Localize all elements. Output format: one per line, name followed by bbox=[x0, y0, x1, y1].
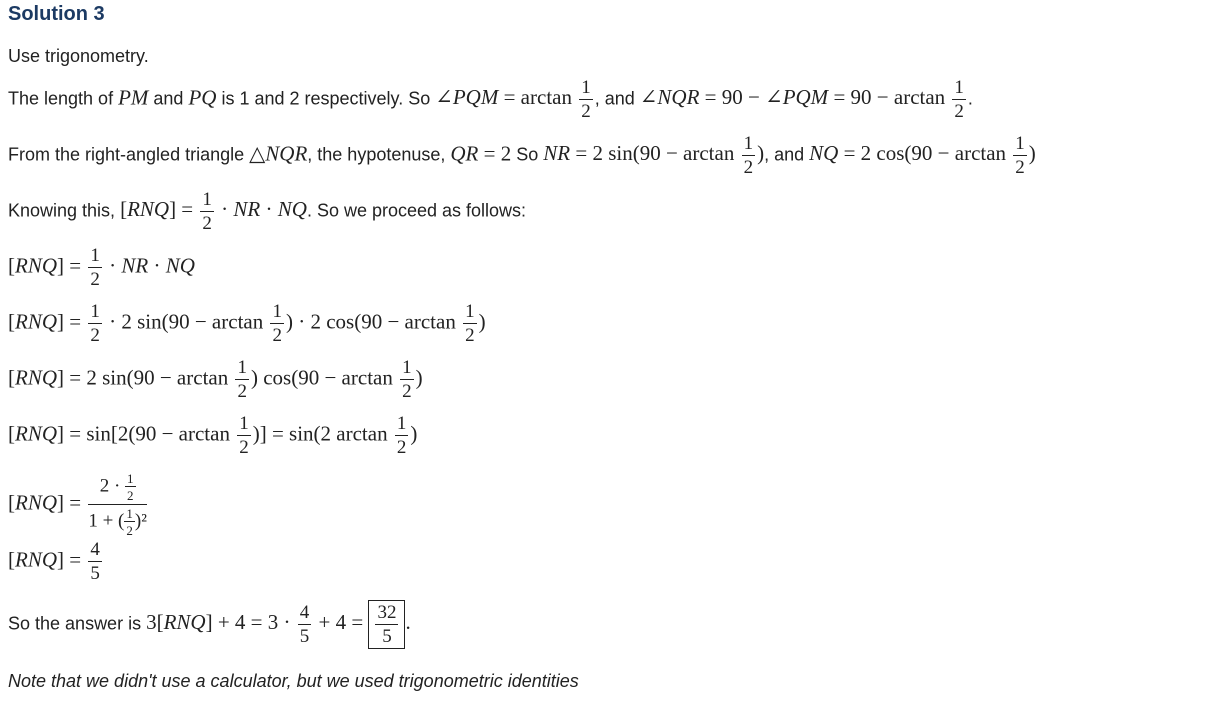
answer-line bbox=[8, 600, 411, 649]
text-segment: . So we proceed as follows: bbox=[306, 200, 527, 221]
text-segment: , the hypotenuse, bbox=[307, 144, 451, 165]
math-expression: 3[RNQ] + 4 = 3 · $\frac{4}{5}$ + 4 = $\frac{32}{5}$ . bbox=[146, 602, 411, 647]
text-segment: So bbox=[511, 144, 544, 165]
math-expression: [RNQ] = $\frac{1}{2}$ · NR · NQ bbox=[120, 189, 307, 234]
text-segment: From the right-angled triangle bbox=[8, 144, 250, 165]
paragraph-lengths bbox=[8, 78, 973, 121]
equation-step-3: [RNQ] = 2 sin(90 − arctan $\frac{1}{2}$ ) cos(90 − arctan $\frac{1}{2}$ ) bbox=[8, 357, 423, 402]
paragraph-area bbox=[8, 190, 526, 233]
math-expression: PM bbox=[118, 85, 149, 110]
intro-text: Use trigonometry. bbox=[8, 46, 149, 66]
text-segment: , and bbox=[594, 88, 640, 109]
closing-note: Note that we didn't use a calculator, but we used trigonometric identities bbox=[8, 671, 579, 691]
text-segment: Knowing this, bbox=[8, 200, 121, 221]
equation-step-4: [RNQ] = sin[2(90 − arctan $\frac{1}{2}$ )] = sin(2 arctan $\frac{1}{2}$ ) bbox=[8, 413, 418, 458]
math-expression: ∠PQM = arctan $\frac{1}{2}$ bbox=[435, 77, 591, 122]
equation-step-1: [RNQ] = $\frac{1}{2}$ · NR · NQ bbox=[8, 245, 195, 290]
solution-heading: Solution 3 bbox=[8, 3, 105, 25]
text-segment: , and bbox=[764, 144, 810, 165]
math-expression: NR = 2 sin(90 − arctan $\frac{1}{2}$ ) bbox=[543, 133, 765, 178]
equation-step-2: [RNQ] = $\frac{1}{2}$ · 2 sin(90 − arctan $\frac{1}{2}$ ) · 2 cos(90 − arctan $\frac{1}{2}$ ) bbox=[8, 301, 486, 346]
text-segment: . bbox=[967, 88, 973, 109]
paragraph-triangle bbox=[8, 134, 1036, 177]
math-expression: PQ bbox=[188, 85, 217, 110]
math-expression: QR = 2 bbox=[450, 141, 512, 166]
math-expression: ∠NQR = 90 − ∠PQM = 90 − arctan $\frac{1}{2}$ bbox=[639, 77, 964, 122]
boxed-answer: $\frac{32}{5}$ bbox=[368, 600, 405, 649]
text-segment: and bbox=[148, 88, 189, 109]
equation-step-6: [RNQ] = $\frac{4}{5}$ bbox=[8, 539, 100, 584]
math-expression: △NQR bbox=[249, 141, 308, 166]
text-segment: is 1 and 2 respectively. So bbox=[216, 88, 436, 109]
equation-step-5: [RNQ] = 2 · $\frac{1}{2}$ 1 + ( $\frac{1}{2}$ )² bbox=[8, 471, 147, 538]
text-segment: So the answer is bbox=[8, 613, 147, 634]
math-expression: NQ = 2 cos(90 − arctan $\frac{1}{2}$ ) bbox=[809, 133, 1036, 178]
text-segment: The length of bbox=[8, 88, 119, 109]
